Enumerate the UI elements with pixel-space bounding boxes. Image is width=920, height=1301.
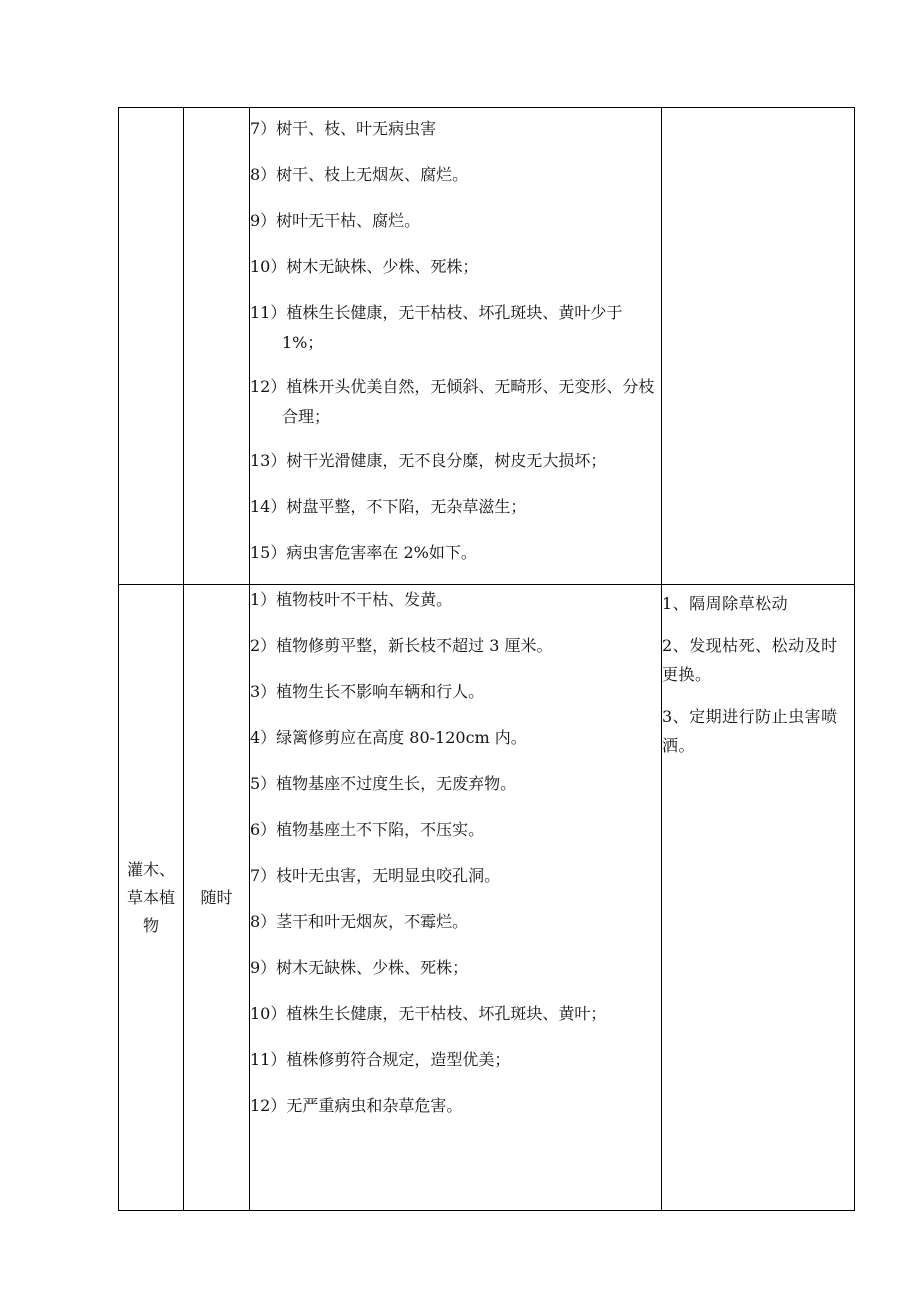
table-row — [119, 108, 855, 585]
list-item: 9）树木无缺株、少株、死株； — [250, 958, 469, 977]
frequency-cell — [184, 585, 250, 1211]
list-item: 4）绿篱修剪应在高度 80-120cm 内。 — [250, 728, 527, 747]
list-item: 2、发现枯死、松动及时更换。 — [662, 636, 838, 684]
list-item: 3）植物生长不影响车辆和行人。 — [250, 682, 485, 701]
list-item: 1、隔周除草松动 — [662, 594, 789, 613]
list-item: 1）植物枝叶不干枯、发黄。 — [250, 590, 453, 609]
table-row — [119, 585, 855, 1211]
list-item: 12）无严重病虫和杂草危害。 — [250, 1096, 463, 1115]
list-item: 11）植株生长健康，无干枯枝、坏孔斑块、黄叶少于 1%； — [250, 303, 623, 352]
list-item: 7）树干、枝、叶无病虫害 — [250, 119, 437, 138]
requirements-list — [250, 585, 661, 1121]
category-label: 灌木、草本植物 — [126, 859, 175, 935]
measures-cell — [662, 585, 855, 1211]
list-item: 10）树木无缺株、少株、死株； — [250, 257, 479, 276]
list-item: 3、定期进行防止虫害喷洒。 — [662, 707, 838, 755]
list-item: 11）植株修剪符合规定，造型优美； — [250, 1050, 511, 1069]
list-item: 8）茎干和叶无烟灰，不霉烂。 — [250, 912, 469, 931]
list-item: 8）树干、枝上无烟灰、腐烂。 — [250, 165, 469, 184]
list-item: 7）枝叶无虫害，无明显虫咬孔洞。 — [250, 866, 501, 885]
list-item: 14）树盘平整，不下陷，无杂草滋生； — [250, 497, 527, 516]
category-cell — [119, 585, 184, 1211]
list-item: 10）植株生长健康，无干枯枝、坏孔斑块、黄叶； — [250, 1004, 607, 1023]
requirements-list — [250, 108, 661, 568]
frequency-cell — [184, 108, 250, 585]
list-item: 15）病虫害危害率在 2%如下。 — [250, 543, 477, 562]
measures-cell — [662, 108, 855, 585]
list-item: 5）植物基座不过度生长，无废弃物。 — [250, 774, 517, 793]
category-cell — [119, 108, 184, 585]
list-item: 9）树叶无干枯、腐烂。 — [250, 211, 421, 230]
list-item: 6）植物基座土不下陷，不压实。 — [250, 820, 485, 839]
requirements-cell — [250, 108, 662, 585]
frequency-label: 随时 — [200, 887, 233, 907]
measures-list — [662, 585, 854, 760]
requirements-cell — [250, 585, 662, 1211]
list-item: 2）植物修剪平整，新长枝不超过 3 厘米。 — [250, 636, 553, 655]
list-item: 13）树干光滑健康，无不良分糜，树皮无大损坏； — [250, 451, 607, 470]
list-item: 12）植株开头优美自然，无倾斜、无畸形、无变形、分枝合理； — [250, 377, 655, 426]
maintenance-standards-table — [118, 107, 855, 1211]
